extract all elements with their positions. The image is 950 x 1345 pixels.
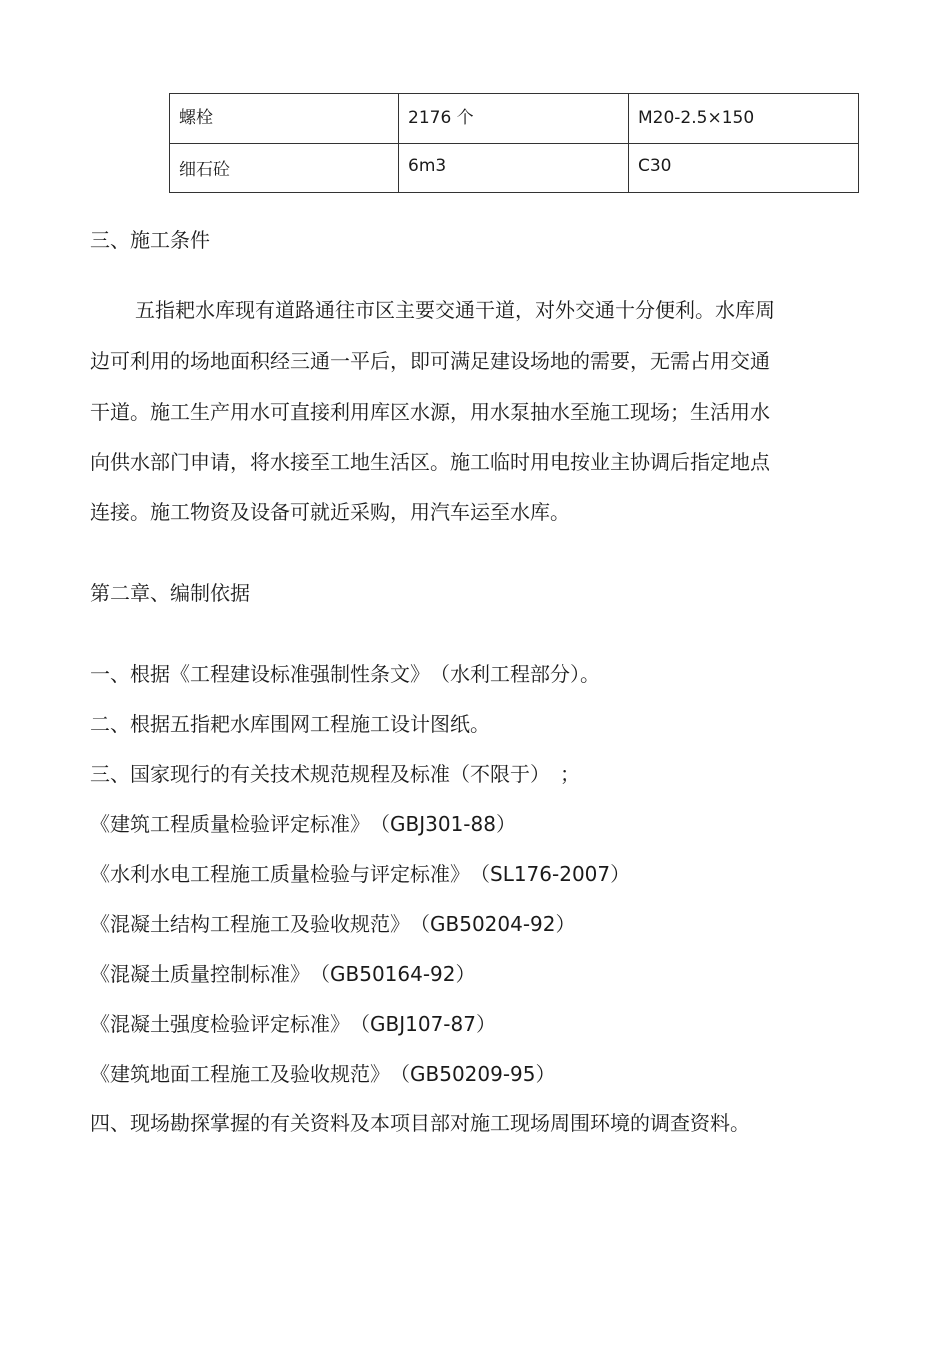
paragraph-line: 五指耙水库现有道路通往市区主要交通干道，对外交通十分便利。水库周 bbox=[135, 298, 775, 322]
list-item: 一、根据《工程建设标准强制性条文》 （水利工程部分）。 bbox=[90, 662, 600, 686]
list-item: 三、国家现行的有关技术规范规程及标准（不限于） ； bbox=[90, 762, 580, 786]
paragraph-line: 连接。施工物资及设备可就近采购，用汽车运至水库。 bbox=[90, 500, 570, 524]
table-cell: 2176 个 bbox=[399, 94, 629, 144]
paragraph-line: 干道。施工生产用水可直接利用库区水源，用水泵抽水至施工现场；生活用水 bbox=[90, 400, 770, 424]
section-heading: 三、施工条件 bbox=[90, 228, 210, 252]
standard-item: 《混凝土强度检验评定标准》 （GBJ107-87） bbox=[90, 1012, 496, 1036]
standard-item: 《建筑地面工程施工及验收规范》 （GB50209-95） bbox=[90, 1062, 556, 1086]
table-cell: C30 bbox=[629, 144, 859, 193]
paragraph-line: 向供水部门申请，将水接至工地生活区。施工临时用电按业主协调后指定地点 bbox=[90, 450, 770, 474]
materials-table bbox=[169, 93, 859, 193]
paragraph-line: 边可利用的场地面积经三通一平后，即可满足建设场地的需要，无需占用交通 bbox=[90, 349, 770, 373]
table-row bbox=[170, 94, 859, 144]
chapter-heading: 第二章、编制依据 bbox=[90, 581, 250, 605]
standard-item: 《混凝土结构工程施工及验收规范》 （GB50204-92） bbox=[90, 912, 576, 936]
list-item: 四、现场勘探掌握的有关资料及本项目部对施工现场周围环境的调查资料。 bbox=[90, 1111, 750, 1135]
standard-item: 《混凝土质量控制标准》 （GB50164-92） bbox=[90, 962, 476, 986]
standard-item: 《建筑工程质量检验评定标准》 （GBJ301-88） bbox=[90, 812, 516, 836]
table-row bbox=[170, 144, 859, 193]
standard-item: 《水利水电工程施工质量检验与评定标准》 （SL176-2007） bbox=[90, 862, 631, 886]
list-item: 二、根据五指耙水库围网工程施工设计图纸。 bbox=[90, 712, 490, 736]
table-cell: 螺栓 bbox=[170, 94, 399, 144]
table-cell: M20-2.5×150 bbox=[629, 94, 859, 144]
table-cell: 6m3 bbox=[399, 144, 629, 193]
table-cell: 细石砼 bbox=[170, 144, 399, 193]
